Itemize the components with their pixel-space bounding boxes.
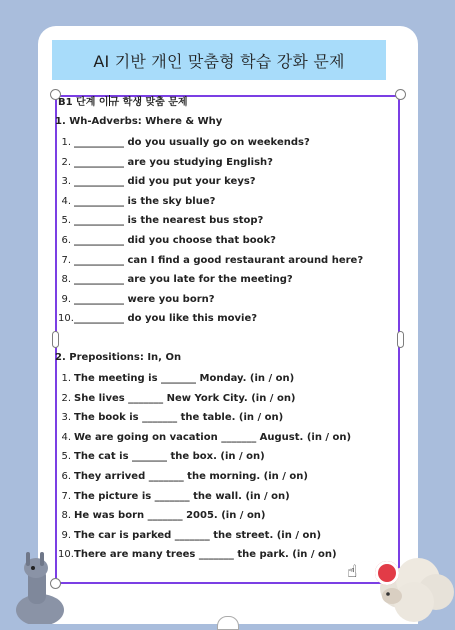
- list-item: 8. __________ are you late for the meeting?: [61, 274, 293, 286]
- pointing-hand-icon[interactable]: ☝: [347, 562, 358, 582]
- banner-title: AI 기반 개인 맞춤형 학습 강화 문제: [93, 51, 345, 71]
- list-item: 9. The car is parked _______ the street. (in / on): [61, 529, 322, 541]
- list-item: 4. We are going on vacation _______ August. (in / on): [61, 431, 352, 443]
- list-item: 3. The book is _______ the table. (in / on): [61, 412, 284, 424]
- title-banner[interactable]: [52, 40, 386, 80]
- list-item: 8. He was born _______ 2005. (in / on): [61, 510, 266, 522]
- list-item: 10. __________ do you like this movie?: [58, 313, 258, 325]
- record-button[interactable]: [375, 561, 399, 585]
- list-item: 1. The meeting is _______ Monday. (in / on): [61, 372, 295, 384]
- list-item: 7. The picture is _______ the wall. (in / on): [61, 490, 290, 502]
- list-item: 5. The cat is _______ the box. (in / on): [61, 451, 265, 463]
- list-item: 6. __________ did you choose that book?: [61, 234, 276, 246]
- section-heading-wh-adverbs: 1. Wh-Adverbs: Where & Why: [55, 116, 223, 127]
- wh-adverbs-list: [58, 133, 398, 329]
- list-item: 7. __________ can I find a good restaurant around here?: [61, 254, 364, 266]
- worksheet-text[interactable]: [55, 95, 398, 565]
- llama-sticker-icon: [10, 548, 66, 624]
- prepositions-list: [58, 369, 398, 565]
- level-heading: B1 단계 이규 학생 맞춤 문제: [58, 97, 188, 108]
- list-item: 9. __________ were you born?: [61, 293, 215, 305]
- list-item: 10. There are many trees _______ the park. (in / on): [58, 549, 337, 561]
- list-item: 6. They arrived _______ the morning. (in / on): [61, 470, 308, 482]
- section-heading-prepositions: 2. Prepositions: In, On: [55, 351, 182, 363]
- sheep-sticker-icon: [370, 548, 455, 624]
- spacer: [58, 329, 398, 347]
- resize-handle-right[interactable]: [397, 331, 404, 348]
- list-item: 5. __________ is the nearest bus stop?: [61, 215, 264, 227]
- list-item: 3. __________ did you put your keys?: [61, 176, 256, 188]
- list-item: 2. __________ are you studying English?: [61, 156, 273, 168]
- list-item: 4. __________ is the sky blue?: [61, 195, 216, 207]
- list-item: 1. __________ do you usually go on weekends?: [61, 137, 310, 148]
- list-item: 2. She lives _______ New York City. (in / on): [61, 392, 296, 404]
- page-handle[interactable]: [217, 616, 239, 630]
